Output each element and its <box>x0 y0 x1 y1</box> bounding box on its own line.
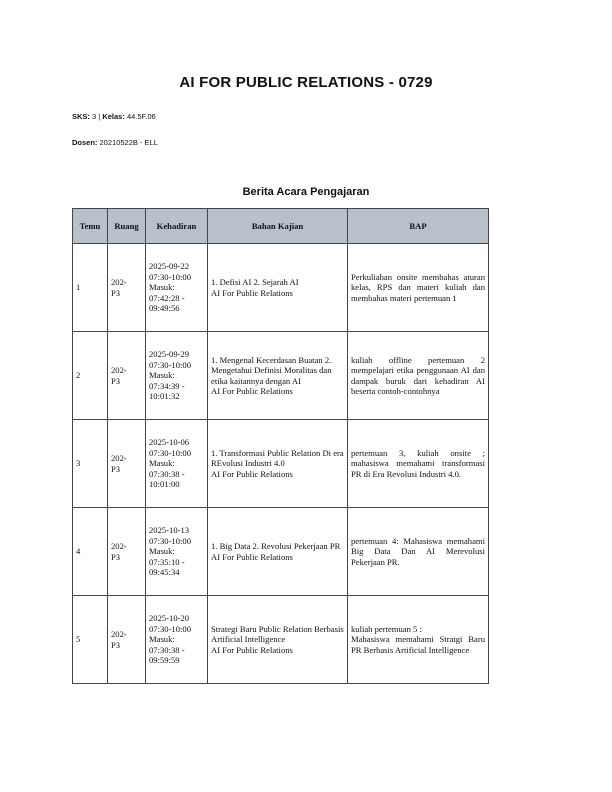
header-bap: BAP <box>348 209 489 244</box>
kelas-label: Kelas: <box>102 112 125 121</box>
cell-kehadiran: 2025-10-13 07:30-10:00 Masuk: 07:35:10 - 09:45:34 <box>146 508 208 596</box>
table-row <box>73 596 489 684</box>
cell-ruang: 202- P3 <box>108 596 146 684</box>
cell-bap: kuliah offline pertemuan 2 mempelajari etika penggunaan AI dan dampak buruk dari kehadiran AI beserta contoh-contohnya <box>348 332 489 420</box>
cell-bahan-kajian: 1. Transformasi Public Relation Di era REvolusi Industri 4.0 AI For Public Relations <box>208 420 348 508</box>
page-title: AI FOR PUBLIC RELATIONS - 0729 <box>179 74 433 91</box>
cell-bap: pertemuan 3, kuliah onsite ; mahasiswa memahami transformasi PR di Era Revolusi Industri 4.0. <box>348 420 489 508</box>
header-kehadiran: Kehadiran <box>146 209 208 244</box>
header-temu: Temu <box>73 209 108 244</box>
cell-bahan-kajian: 1. Big Data 2. Revolusi Pekerjaan PR AI For Public Relations <box>208 508 348 596</box>
cell-ruang: 202- P3 <box>108 244 146 332</box>
cell-temu: 5 <box>73 596 108 684</box>
table-body <box>73 244 489 684</box>
table-row <box>73 332 489 420</box>
cell-kehadiran: 2025-10-06 07:30-10:00 Masuk: 07:30:38 - 10:01:00 <box>146 420 208 508</box>
lecturer-meta <box>72 138 158 147</box>
sks-label: SKS: <box>72 112 90 121</box>
header-bahan-kajian: Bahan Kajian <box>208 209 348 244</box>
header-ruang: Ruang <box>108 209 146 244</box>
cell-temu: 3 <box>73 420 108 508</box>
cell-temu: 4 <box>73 508 108 596</box>
meta-separator: | <box>98 112 101 121</box>
sks-value: 3 <box>92 112 97 121</box>
cell-bap: pertemuan 4: Mahasiswa memahami Big Data Dan AI Merevolusi Pekerjaan PR. <box>348 508 489 596</box>
cell-bap: kuliah pertemuan 5 : Mahasiswa memahami Stratgi Baru PR Berbasis Artificial Intelligence <box>348 596 489 684</box>
table-header-row <box>73 209 489 244</box>
cell-bahan-kajian: 1. Defisi AI 2. Sejarah AI AI For Public Relations <box>208 244 348 332</box>
table-row <box>73 508 489 596</box>
section-title: Berita Acara Pengajaran <box>242 186 370 198</box>
kelas-value: 44.5F.06 <box>126 112 156 121</box>
cell-bap: Perkuliahan onsite membahas aturan kelas, RPS dan materi kuliah dan membahas materi pertemuan 1 <box>348 244 489 332</box>
dosen-label: Dosen: <box>72 138 98 147</box>
cell-kehadiran: 2025-10-20 07:30-10:00 Masuk: 07:30:38 - 09:59:59 <box>146 596 208 684</box>
cell-kehadiran: 2025-09-22 07:30-10:00 Masuk: 07:42:28 - 09:49:56 <box>146 244 208 332</box>
course-meta <box>72 112 156 121</box>
table-row <box>73 244 489 332</box>
cell-kehadiran: 2025-09-29 07:30-10:00 Masuk: 07:34:39 - 10:01:32 <box>146 332 208 420</box>
dosen-value: 20210522B - ELL <box>99 138 158 147</box>
cell-bahan-kajian: Strategi Baru Public Relation Berbasis Artificial Intelligence AI For Public Relations <box>208 596 348 684</box>
cell-ruang: 202- P3 <box>108 332 146 420</box>
cell-ruang: 202- P3 <box>108 508 146 596</box>
cell-bahan-kajian: 1. Mengenal Kecerdasan Buatan 2. Mengetahui Definisi Moralitas dan etika kaitannya dengan AI AI For Public Relations <box>208 332 348 420</box>
cell-ruang: 202- P3 <box>108 420 146 508</box>
cell-temu: 2 <box>73 332 108 420</box>
cell-temu: 1 <box>73 244 108 332</box>
table-row <box>73 420 489 508</box>
teaching-record-table <box>72 208 489 684</box>
